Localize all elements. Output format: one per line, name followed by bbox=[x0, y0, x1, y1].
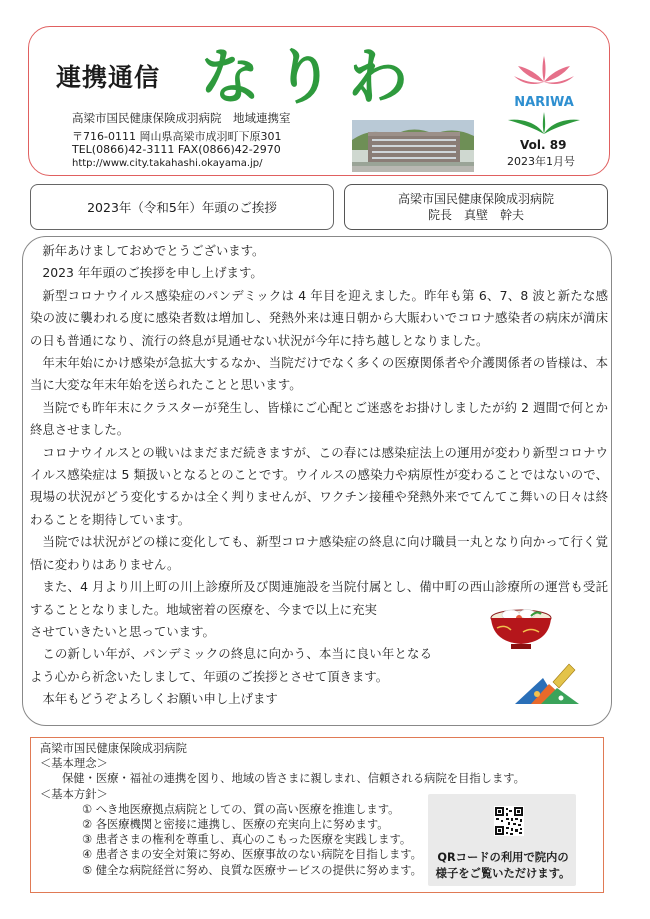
qr-code-icon[interactable] bbox=[494, 806, 524, 836]
philosophy-hospital: 高梁市国民健康保険成羽病院 bbox=[40, 742, 187, 755]
principle-text: 保健・医療・福祉の連携を図り、地域の皆さまに親しまれ、信頼される病院を目指します。 bbox=[62, 772, 525, 786]
paragraph: この新しい年が、パンデミックの終息に向かう、本当に良い年となるよう心から祈念いたしまして、年頭のご挨拶とさせて頂きます。 bbox=[30, 646, 432, 684]
hospital-department: 高梁市国民健康保険成羽病院 地域連携室 bbox=[72, 111, 291, 125]
paragraph: コロナウイルスとの戦いはまだまだ続きますが、この春には感染症法上の運用が変わり新型コロナウイルス感染症は 5 類扱いとなるとのことです。ウイルスの感染力や病原性が変わることではないので、現場の状況がどう変化するかは全く判りませんが、ワクチン接種や発熱外来でてんてこ舞いの日々は終わることを期待しています。 bbox=[30, 444, 608, 527]
hospital-building-photo bbox=[352, 120, 474, 172]
new-year-decoration-illustration bbox=[513, 660, 583, 706]
hospital-address: 〒716-0111 岡山県高梁市成羽町下原301 bbox=[72, 130, 282, 143]
greeting-title-box bbox=[30, 184, 334, 230]
paragraph: 本年もどうぞよろしくお願い申し上げます bbox=[42, 691, 278, 707]
zoni-bowl-illustration bbox=[487, 598, 555, 652]
issue-date: 2023年1月号 bbox=[507, 155, 575, 168]
policy-item: ④ 患者さまの安全対策に努め、医療事故のない病院を目指します。 bbox=[82, 848, 422, 862]
author-organization: 高梁市国民健康保険成羽病院 bbox=[397, 192, 554, 206]
paragraph: 新年あけましておめでとうございます。 bbox=[42, 243, 265, 258]
paragraph: 当院でも昨年末にクラスターが発生し、皆様にご心配とご迷惑をお掛けしましたが約 2 週間で何とか終息させました。 bbox=[30, 399, 608, 438]
volume-number: Vol. 89 bbox=[520, 138, 567, 152]
principle-heading: ＜基本理念＞ bbox=[40, 757, 108, 771]
hospital-tel-fax: TEL(0866)42-3111 FAX(0866)42-2970 bbox=[72, 143, 281, 156]
paragraph: 2023 年年頭のご挨拶を申し上げます。 bbox=[42, 265, 263, 281]
qr-caption: QRコードの利用で院内の様子をご覧いただけます。 bbox=[435, 851, 571, 880]
policy-item: ① へき地医療拠点病院としての、質の高い医療を推進します。 bbox=[82, 802, 400, 816]
author-box bbox=[344, 184, 608, 230]
newsletter-name: なりわ bbox=[200, 43, 422, 113]
paragraph: 当院では状況がどの様に変化しても、新型コロナ感染症の終息に向け職員一丸となり向かって行く覚悟に変わりはありません。 bbox=[30, 534, 608, 572]
logo-text: NARIWA bbox=[514, 95, 574, 110]
newsletter-label: 連携通信 bbox=[56, 63, 161, 92]
hospital-url[interactable]: http://www.city.takahashi.okayama.jp/ bbox=[72, 158, 263, 169]
paragraph: させていきたいと思っています。 bbox=[30, 623, 215, 639]
policy-heading: ＜基本方針＞ bbox=[40, 787, 108, 801]
policy-item: ⑤ 健全な病院経営に努め、良質な医療サービスの提供に努めます。 bbox=[82, 863, 422, 877]
author-name: 院長 真壁 幹夫 bbox=[427, 208, 524, 222]
policy-item: ③ 患者さまの権利を尊重し、真心のこもった医療を実践します。 bbox=[82, 833, 412, 847]
policy-item: ② 各医療機関と密接に連携し、医療の充実向上に努めます。 bbox=[82, 818, 389, 832]
paragraph: また、4 月より川上町の川上診療所及び関連施設を当院付属とし、備中町の西山診療所の運営も受託することとなりました。地域密着の医療を、今まで以上に充実 bbox=[30, 579, 608, 617]
paragraph: 年末年始にかけ感染が急拡大するなか、当院だけでなく多くの医療関係者や介護関係者の皆様は、本当に大変な年末年始を送られたことと思います。 bbox=[30, 355, 608, 393]
greeting-title: 2023年（令和5年）年頭のご挨拶 bbox=[87, 200, 277, 215]
paragraph: 新型コロナウイルス感染症のパンデミックは 4 年目を迎えました。昨年も第 6、7、8 波と新たな感染の波に襲われる度に感染者数は増加し、発熱外来は連日朝から大賑わいでコロナ感染者の病床が満床の日も普通になり、流行の終息が見通せない状況が今年に持ち越しとなりました。 bbox=[30, 287, 608, 348]
nariwa-flower-logo bbox=[498, 50, 590, 138]
